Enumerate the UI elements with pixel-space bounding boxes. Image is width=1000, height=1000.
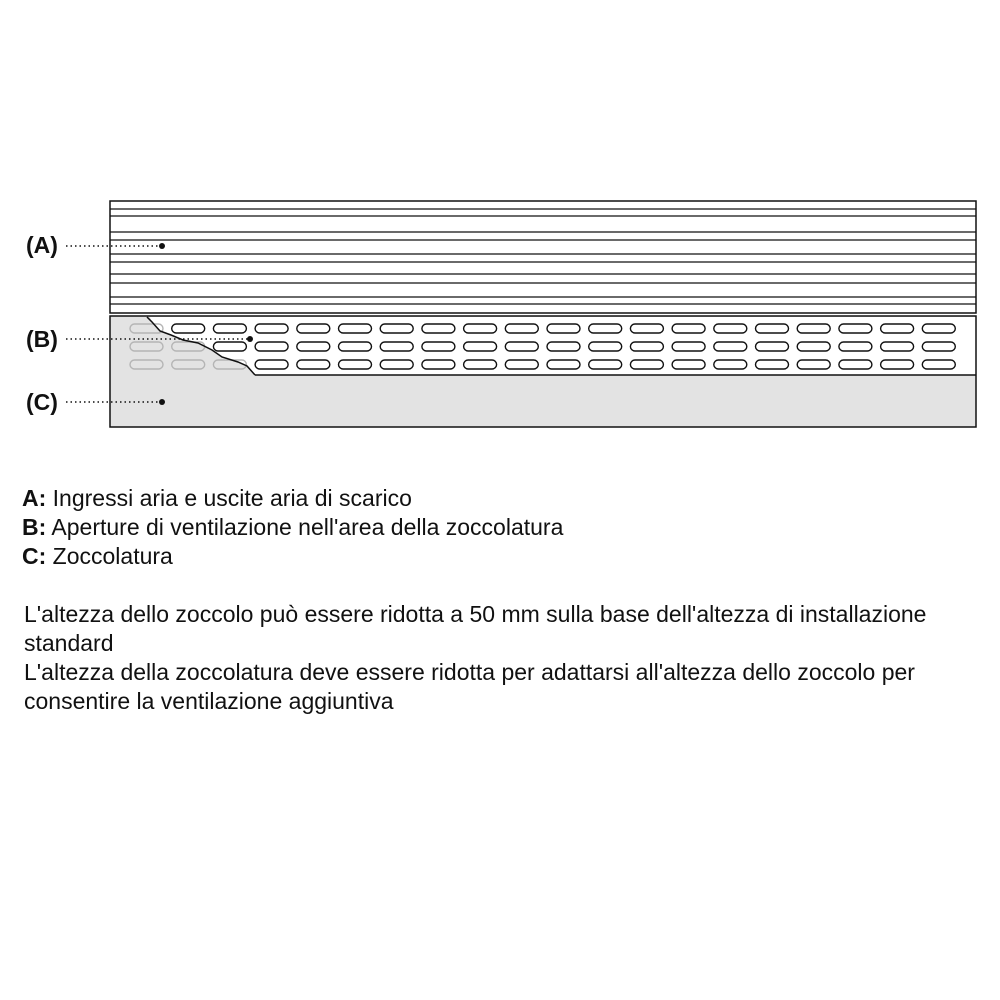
vent-slot: [881, 342, 914, 351]
vent-slot: [630, 324, 663, 333]
vent-slot: [422, 360, 455, 369]
vent-slot: [881, 360, 914, 369]
vent-slot: [756, 324, 789, 333]
legend-text: Ingressi aria e uscite aria di scarico: [52, 485, 412, 511]
vent-slot: [172, 324, 205, 333]
vent-slot: [797, 342, 830, 351]
leader-b-dot: [247, 336, 253, 342]
callout-c: (C): [26, 389, 58, 415]
leader-c-dot: [159, 399, 165, 405]
vent-slot: [255, 342, 288, 351]
callout-a: (A): [26, 232, 58, 258]
vent-slot: [213, 324, 246, 333]
vent-slot: [547, 360, 580, 369]
vent-slot: [380, 360, 413, 369]
vent-slot: [547, 342, 580, 351]
legend-text: Aperture di ventilazione nell'area della zoccolatura: [51, 514, 564, 540]
callout-b: (B): [26, 326, 58, 352]
vent-slot: [505, 342, 538, 351]
leader-a-dot: [159, 243, 165, 249]
legend-key: C:: [22, 543, 47, 569]
vent-slot: [839, 342, 872, 351]
vent-slot: [255, 324, 288, 333]
air-grille-panel: [110, 201, 976, 313]
vent-slot: [589, 342, 622, 351]
note-plinth-height: L'altezza dello zoccolo può essere ridotta a 50 mm sulla base dell'altezza di installazione standard: [24, 601, 927, 656]
vent-slot: [380, 324, 413, 333]
legend-key: A:: [22, 485, 47, 511]
vent-slot: [297, 360, 330, 369]
legend-item-b: [22, 513, 982, 542]
vent-slot: [672, 360, 705, 369]
vent-slot: [380, 342, 413, 351]
vent-slot: [922, 324, 955, 333]
ventilation-diagram: [0, 0, 1000, 440]
vent-slot: [297, 324, 330, 333]
note-plinth-board-height: L'altezza della zoccolatura deve essere ridotta per adattarsi all'altezza dello zoccolo per consentire la ventilazione aggiuntiva: [24, 659, 915, 714]
vent-slot: [714, 324, 747, 333]
vent-slot: [464, 324, 497, 333]
legend-key: B:: [22, 514, 47, 540]
vent-slot: [672, 342, 705, 351]
vent-slot: [213, 342, 246, 351]
vent-slot: [839, 360, 872, 369]
vent-slot: [547, 324, 580, 333]
vent-slot: [505, 360, 538, 369]
vent-slot: [881, 324, 914, 333]
vent-slot: [464, 342, 497, 351]
vent-slot: [297, 342, 330, 351]
vent-slot: [922, 342, 955, 351]
vent-slot: [505, 324, 538, 333]
vent-slot: [339, 324, 372, 333]
vent-slot: [630, 342, 663, 351]
vent-slot: [672, 324, 705, 333]
vent-slot: [756, 342, 789, 351]
vent-slot: [422, 342, 455, 351]
vent-slot: [464, 360, 497, 369]
vent-slot: [797, 324, 830, 333]
legend: [22, 484, 982, 571]
vent-slot: [255, 360, 288, 369]
vent-slot: [922, 360, 955, 369]
notes: [24, 600, 974, 716]
vent-slot: [339, 342, 372, 351]
vent-slot: [339, 360, 372, 369]
vent-slot: [422, 324, 455, 333]
legend-item-c: [22, 542, 982, 571]
legend-item-a: [22, 484, 982, 513]
vent-slot: [589, 360, 622, 369]
vent-slot: [714, 360, 747, 369]
vent-slot: [589, 324, 622, 333]
legend-text: Zoccolatura: [52, 543, 173, 569]
vent-slot: [714, 342, 747, 351]
vent-slot: [756, 360, 789, 369]
vent-slot: [630, 360, 663, 369]
vent-slot: [797, 360, 830, 369]
vent-slot: [839, 324, 872, 333]
diagram-drawing: [0, 0, 1000, 440]
